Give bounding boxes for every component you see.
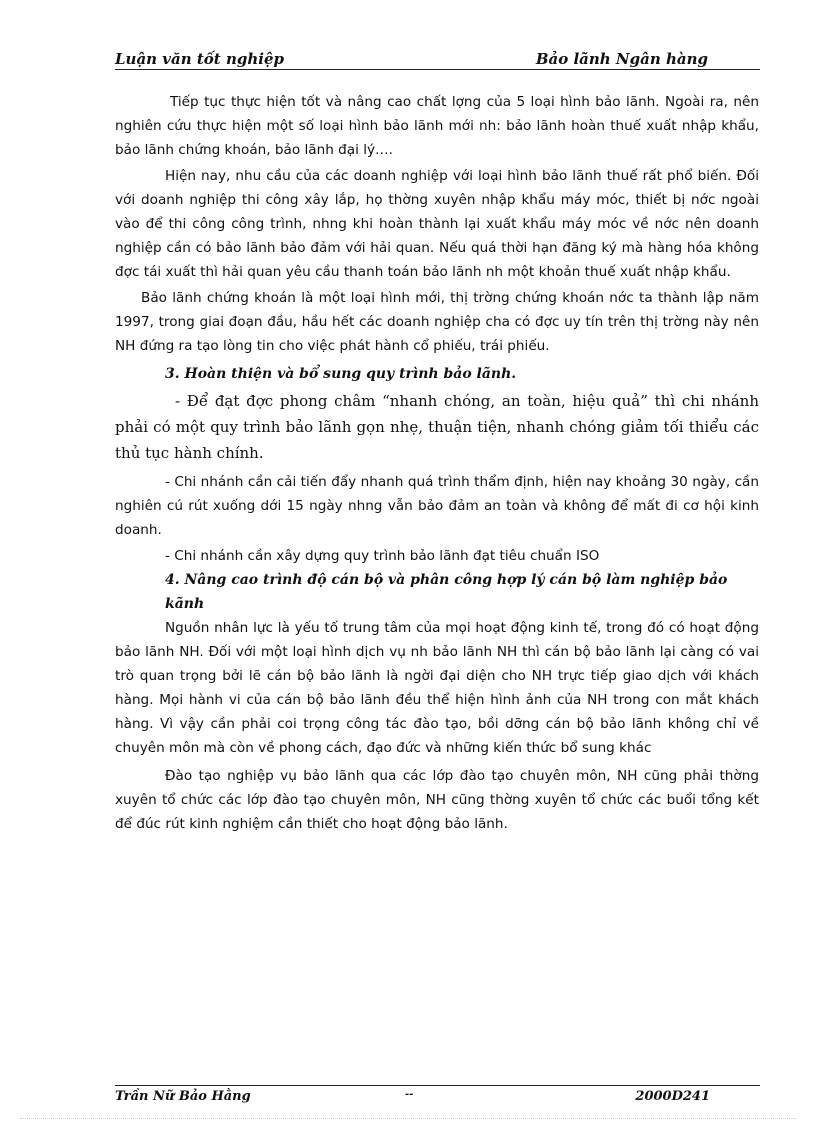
- section-heading-3: 3. Hoàn thiện và bổ sung quy trình bảo lãnh.: [165, 366, 517, 382]
- page-footer: [115, 1085, 760, 1106]
- page-header: [115, 47, 760, 70]
- page-bottom-border: [20, 1118, 796, 1119]
- section-heading-4: 4. Nâng cao trình độ cán bộ và phân công hợp lý cán bộ làm nghiệp bảo kãnh: [165, 572, 728, 612]
- paragraph-7: Nguồn nhân lực là yếu tố trung tâm của mọi hoạt động kinh tế, trong đó có hoạt động bảo lãnh NH. Đối với một loại hình dịch vụ nh bảo lãnh NH thì cán bộ bảo lãnh lại càng có vai trò quan trọng bởi lẽ cán bộ bảo lãnh là ngời đại diện cho NH trực tiếp giao dịch với khách hàng. Mọi hành vi của cán bộ bảo lãnh đều thể hiện hình ảnh của NH trong con mắt khách hàng. Vì vậy cần phải coi trọng công tác đào tạo, bồi dỡng cán bộ bảo lãnh không chỉ về chuyên môn mà còn về phong cách, đạo đức và những kiến thức bổ sung khác: [115, 620, 759, 756]
- paragraph-5: - Chi nhánh cần cải tiến đẩy nhanh quá trình thẩm định, hiện nay khoảng 30 ngày, cần nghiên cú rút xuống dới 15 ngày nhng vẫn bảo đảm an toàn và không để mất đi cơ hội kinh doanh.: [115, 474, 759, 538]
- paragraph-1: Tiếp tục thực hiện tốt và nâng cao chất lợng của 5 loại hình bảo lãnh. Ngoài ra, nên nghiên cứu thực hiện một số loại hình bảo lãnh mới nh: bảo lãnh hoàn thuế xuất nhập khẩu, bảo lãnh chứng khoán, bảo lãnh đại lý….: [115, 94, 759, 158]
- paragraph-4: - Để đạt đợc phong châm “nhanh chóng, an toàn, hiệu quả” thì chi nhánh phải có một quy trình bảo lãnh gọn nhẹ, thuận tiện, nhanh chóng giảm tối thiểu các thủ tục hành chính.: [115, 392, 759, 462]
- paragraph-3: Bảo lãnh chứng khoán là một loại hình mới, thị trờng chứng khoán nớc ta thành lập năm 1997, trong giai đoạn đầu, hầu hết các doanh nghiệp cha có đợc uy tín trên thị trờng này nên NH đứng ra tạo lòng tin cho việc phát hành cổ phiếu, trái phiếu.: [115, 290, 759, 354]
- document-body: [115, 90, 759, 836]
- paragraph-2: Hiện nay, nhu cầu của các doanh nghiệp với loại hình bảo lãnh thuế rất phổ biến. Đối với doanh nghiệp thi công xây lắp, họ thờng xuyên nhập khẩu máy móc, thiết bị nớc ngoài vào để thi công công trình, nhng khi hoàn thành lại xuất khẩu máy móc về nớc nên doanh nghiệp cần có bảo lãnh bảo đảm với hải quan. Nếu quá thời hạn đăng ký mà hàng hóa không đợc tái xuất thì hải quan yêu cầu thanh toán bảo lãnh nh một khoản thuế xuất nhập khẩu.: [115, 168, 759, 280]
- header-title-left: Luận văn tốt nghiệp: [115, 50, 284, 68]
- paragraph-8: Đào tạo nghiệp vụ bảo lãnh qua các lớp đào tạo chuyên môn, NH cũng phải thờng xuyên tổ chức các lớp đào tạo chuyên môn, NH cũng thờng xuyên tổ chức các buổi tổng kết để đúc rút kinh nghiệm cần thiết cho hoạt động bảo lãnh.: [115, 768, 759, 832]
- paragraph-6: - Chi nhánh cần xây dựng quy trình bảo lãnh đạt tiêu chuẩn ISO: [165, 548, 600, 564]
- footer-author: Trần Nữ Bảo Hằng: [115, 1089, 251, 1104]
- footer-student-id: 2000D241: [635, 1089, 710, 1104]
- footer-page-number: --: [405, 1089, 414, 1100]
- header-title-right: Bảo lãnh Ngân hàng: [535, 50, 708, 68]
